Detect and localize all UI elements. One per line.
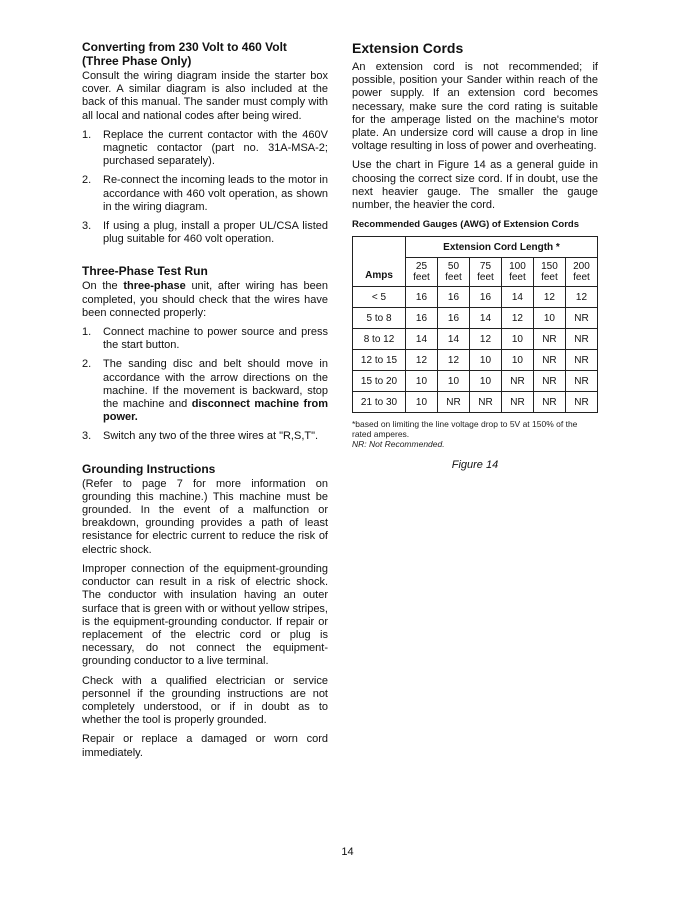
length-value: 50 xyxy=(447,261,460,273)
length-unit: feet xyxy=(573,272,590,284)
length-header xyxy=(533,258,565,287)
gauge-cell: NR xyxy=(533,350,565,371)
grounding-paragraph: Improper connection of the equipment-grounding conductor can result in a risk of electric shock. The conductor with insulation having an outer surface that is green with or without yellow stripes, is the equipment-grounding conductor. If repair or replacement of the electric cord or plug is necessary, do not connect the equipment-grounding conductor to a live terminal. xyxy=(82,562,328,668)
list-item xyxy=(82,358,328,424)
gauge-cell: 16 xyxy=(406,308,438,329)
bold-text: three-phase xyxy=(123,280,186,293)
step-number: 2. xyxy=(82,358,92,371)
bold-text: disconnect machine from power. xyxy=(103,398,328,424)
gauge-cell: 10 xyxy=(406,392,438,413)
length-header xyxy=(437,258,469,287)
extension-cord-paragraph: Use the chart in Figure 14 as a general guide in choosing the correct size cord. If in doubt, use the next heavier gauge. The smaller the gauge number, the heavier the cord. xyxy=(352,159,598,212)
length-unit: feet xyxy=(477,272,494,284)
gauge-cell: NR xyxy=(437,392,469,413)
length-group-header: Extension Cord Length * xyxy=(406,237,598,258)
page-number: 14 xyxy=(341,846,354,858)
gauge-cell: 12 xyxy=(469,329,501,350)
length-header xyxy=(501,258,533,287)
gauge-table xyxy=(352,236,598,413)
text-run: unit, after wiring has been completed, you should check that the wires have been connected properly: xyxy=(82,280,328,319)
title-line-2: (Three Phase Only) xyxy=(82,54,192,68)
step-text: Replace the current contactor with the 460V magnetic contactor (part no. 31A-MSA-2; purchased separately). xyxy=(103,128,328,168)
step-text: Connect machine to power source and press the start button. xyxy=(103,326,328,352)
gauge-cell: 12 xyxy=(437,350,469,371)
voltage-conversion-paragraph: Consult the wiring diagram inside the starter box cover. A similar diagram is also included at the back of this manual. The sander must comply with all local and national codes after being wired. xyxy=(82,70,328,122)
gauge-cell: NR xyxy=(565,392,597,413)
gauge-cell: NR xyxy=(501,392,533,413)
nr-note: NR: Not Recommended. xyxy=(352,439,445,450)
list-item xyxy=(82,174,328,214)
length-value: 200 xyxy=(573,261,590,273)
text-run: On the xyxy=(82,280,124,293)
amps-cell: 21 to 30 xyxy=(353,392,406,413)
gauge-cell: 10 xyxy=(437,371,469,392)
amps-header: Amps xyxy=(353,237,406,287)
gauge-cell: 12 xyxy=(406,350,438,371)
length-unit: feet xyxy=(445,272,462,284)
gauge-cell: 12 xyxy=(501,308,533,329)
footnote-text: *based on limiting the line voltage drop to 5V at 150% of the rated amperes. xyxy=(352,419,578,440)
gauge-cell: 16 xyxy=(437,287,469,308)
gauge-cell: 12 xyxy=(533,287,565,308)
table-row xyxy=(353,308,598,329)
length-value: 150 xyxy=(541,261,558,273)
length-value: 75 xyxy=(479,261,492,273)
length-header xyxy=(406,258,438,287)
voltage-conversion-steps xyxy=(82,129,328,247)
step-number: 3. xyxy=(82,430,92,443)
table-row xyxy=(353,350,598,371)
section-title-voltage-conversion xyxy=(82,40,328,68)
length-value: 25 xyxy=(415,261,428,273)
list-item xyxy=(82,220,328,246)
grounding-paragraph: (Refer to page 7 for more information on grounding this machine.) This machine must be grounded. In the event of a malfunction or breakdown, grounding provides a path of least resistance for electric current to reduce the risk of electric shock. xyxy=(82,477,328,556)
gauge-cell: NR xyxy=(533,392,565,413)
gauge-cell: NR xyxy=(565,329,597,350)
length-header xyxy=(565,258,597,287)
test-run-paragraph xyxy=(82,280,328,320)
gauge-cell: NR xyxy=(469,392,501,413)
gauge-cell: 10 xyxy=(469,371,501,392)
table-row xyxy=(353,287,598,308)
figure-label: Figure 14 xyxy=(451,459,499,472)
gauge-cell: NR xyxy=(565,371,597,392)
amps-cell: 12 to 15 xyxy=(353,350,406,371)
gauge-cell: NR xyxy=(565,308,597,329)
step-number: 3. xyxy=(82,220,92,233)
table-row xyxy=(353,392,598,413)
step-text: If using a plug, install a proper UL/CSA listed plug suitable for 460 volt operation. xyxy=(103,220,328,246)
gauge-cell: NR xyxy=(533,329,565,350)
gauge-cell: 16 xyxy=(406,287,438,308)
gauge-cell: 14 xyxy=(406,329,438,350)
grounding-paragraph: Check with a qualified electrician or service personnel if the grounding instructions are not completely understood, or if in doubt as to whether the tool is properly grounded. xyxy=(82,674,328,727)
gauge-cell: NR xyxy=(533,371,565,392)
step-number: 1. xyxy=(82,128,92,141)
length-value: 100 xyxy=(509,261,526,273)
gauge-cell: 14 xyxy=(437,329,469,350)
gauge-cell: 10 xyxy=(469,350,501,371)
extension-cord-paragraph: An extension cord is not recommended; if possible, position your Sander within reach of the power supply. If an extension cord becomes necessary, make sure the cord rating is suitable for the amperage listed on the machine's motor plate. An undersize cord will cause a drop in line voltage resulting in loss of power and overheating. xyxy=(352,61,598,153)
gauge-cell: 10 xyxy=(501,350,533,371)
gauge-cell: 16 xyxy=(437,308,469,329)
gauge-cell: NR xyxy=(501,371,533,392)
amps-cell: 15 to 20 xyxy=(353,371,406,392)
amps-cell: < 5 xyxy=(353,287,406,308)
section-title-extension-cords: Extension Cords xyxy=(352,40,464,56)
gauge-cell: 14 xyxy=(501,287,533,308)
list-item xyxy=(82,326,328,352)
grounding-paragraph: Repair or replace a damaged or worn cord immediately. xyxy=(82,733,328,759)
list-item xyxy=(82,129,328,169)
step-text: The sanding disc and belt should move in accordance with the arrow directions on the machine. If the movement is backward, stop the machine and xyxy=(103,358,328,411)
length-unit: feet xyxy=(509,272,526,284)
table-row xyxy=(353,329,598,350)
step-text: Switch any two of the three wires at "R,S,T". xyxy=(103,430,319,443)
right-column xyxy=(352,40,598,473)
test-run-steps xyxy=(82,326,328,444)
gauge-cell: 12 xyxy=(565,287,597,308)
gauge-cell: 14 xyxy=(469,308,501,329)
list-item xyxy=(82,430,328,443)
gauge-cell: NR xyxy=(565,350,597,371)
gauge-cell: 10 xyxy=(406,371,438,392)
gauge-cell: 10 xyxy=(501,329,533,350)
step-number: 1. xyxy=(82,326,92,339)
length-header xyxy=(469,258,501,287)
title-line-1: Converting from 230 Volt to 460 Volt xyxy=(82,40,287,54)
amps-cell: 8 to 12 xyxy=(353,329,406,350)
length-unit: feet xyxy=(541,272,558,284)
gauge-cell: 16 xyxy=(469,287,501,308)
left-column xyxy=(82,40,328,766)
section-title-test-run: Three-Phase Test Run xyxy=(82,264,208,279)
length-unit: feet xyxy=(413,272,430,284)
step-number: 2. xyxy=(82,174,92,187)
step-text: Re-connect the incoming leads to the motor in accordance with 460 volt operation, as shown in the wiring diagram. xyxy=(103,174,328,213)
table-footnote xyxy=(352,419,598,449)
section-title-grounding: Grounding Instructions xyxy=(82,461,216,476)
gauge-cell: 10 xyxy=(533,308,565,329)
amps-cell: 5 to 8 xyxy=(353,308,406,329)
table-row xyxy=(353,371,598,392)
table-caption: Recommended Gauges (AWG) of Extension Cords xyxy=(352,219,579,231)
